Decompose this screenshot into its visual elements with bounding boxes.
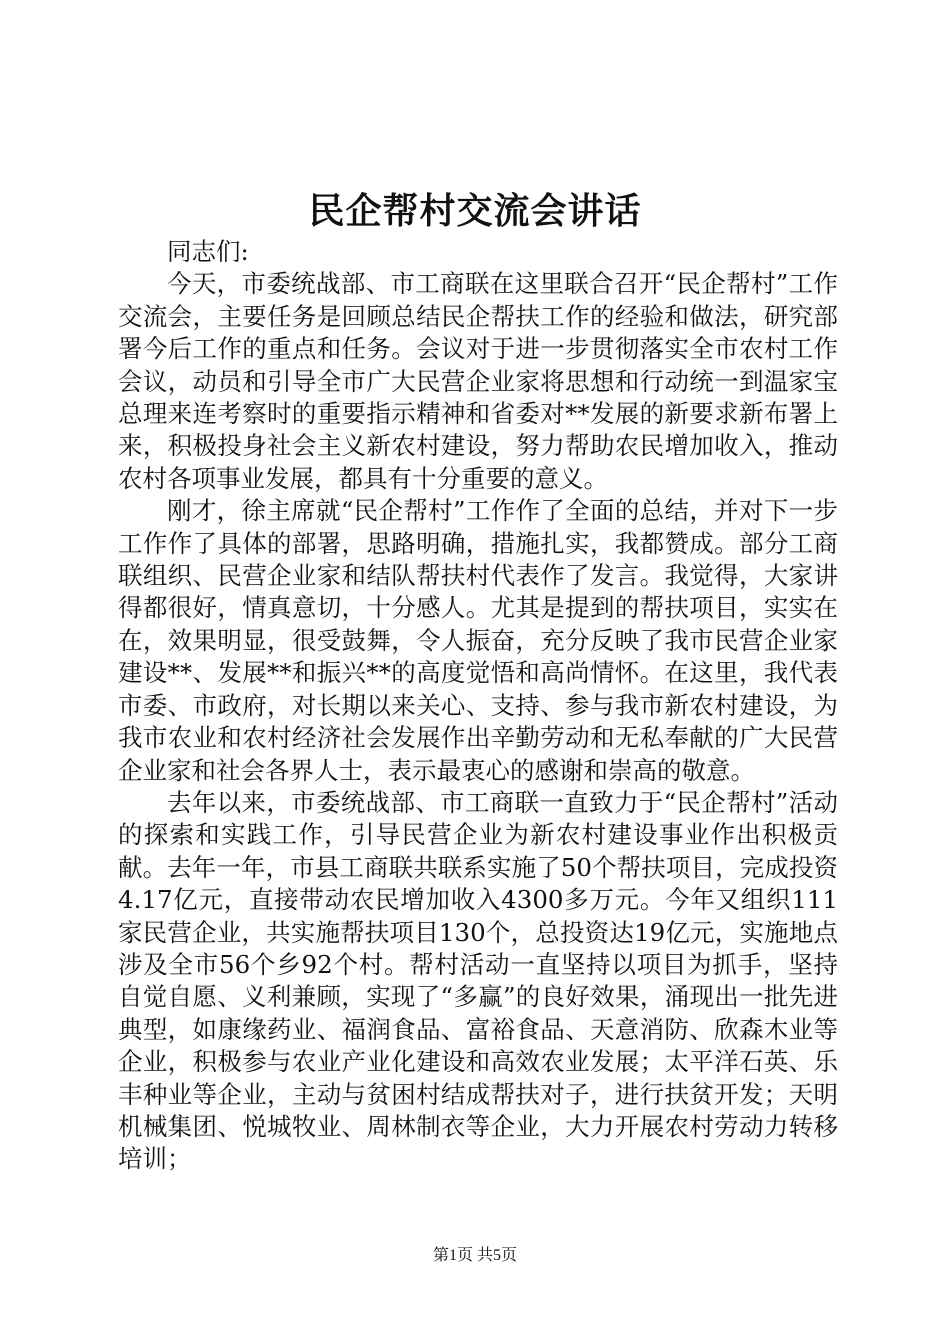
document-body: [118, 236, 838, 1176]
salutation: 同志们:: [167, 237, 249, 266]
page-footer: 第1页 共5页: [432, 1247, 517, 1264]
paragraph-3: 去年以来，市委统战部、市工商联一直致力于“民企帮村”活动的探索和实践工作，引导民营企业为新农村建设事业作出积极贡献。去年一年，市县工商联共联系实施了50个帮扶项目，完成投资4.17亿元，直接带动农民增加收入4300多万元。今年又组织111家民营企业，共实施帮扶项目130个，总投资达19亿元，实施地点涉及全市56个乡92个村。帮村活动一直坚持以项目为抓手，坚持自觉自愿、义利兼顾，实现了“多赢”的良好效果，涌现出一批先进典型，如康缘药业、福润食品、富裕食品、天意消防、欣森木业等企业，积极参与农业产业化建设和高效农业发展；太平洋石英、乐丰种业等企业，主动与贫困村结成帮扶对子，进行扶贫开发；天明机械集团、悦城牧业、周林制衣等企业，大力开展农村劳动力转移培训；: [118, 787, 838, 1174]
paragraph-1: 今天，市委统战部、市工商联在这里联合召开“民企帮村”工作交流会，主要任务是回顾总结民企帮扶工作的经验和做法，研究部署今后工作的重点和任务。会议对于进一步贯彻落实全市农村工作会议，动员和引导全市广大民营企业家将思想和行动统一到温家宝总理来连考察时的重要指示精神和省委对**发展的新要求新布署上来，积极投身社会主义新农村建设，努力帮助农民增加收入，推动农村各项事业发展，都具有十分重要的意义。: [118, 269, 838, 493]
paragraph-2: 刚才，徐主席就“民企帮村”工作作了全面的总结，并对下一步工作作了具体的部署，思路明确，措施扎实，我都赞成。部分工商联组织、民营企业家和结队帮扶村代表作了发言。我觉得，大家讲得都很好，情真意切，十分感人。尤其是提到的帮扶项目，实实在在，效果明显，很受鼓舞，令人振奋，充分反映了我市民营企业家建设**、发展**和振兴**的高度觉悟和高尚情怀。在这里，我代表市委、市政府，对长期以来关心、支持、参与我市新农村建设，为我市农业和农村经济社会发展作出辛勤劳动和无私奉献的广大民营企业家和社会各界人士，表示最衷心的感谢和崇高的敬意。: [118, 496, 838, 785]
document-title: 民企帮村交流会讲话: [308, 190, 642, 232]
